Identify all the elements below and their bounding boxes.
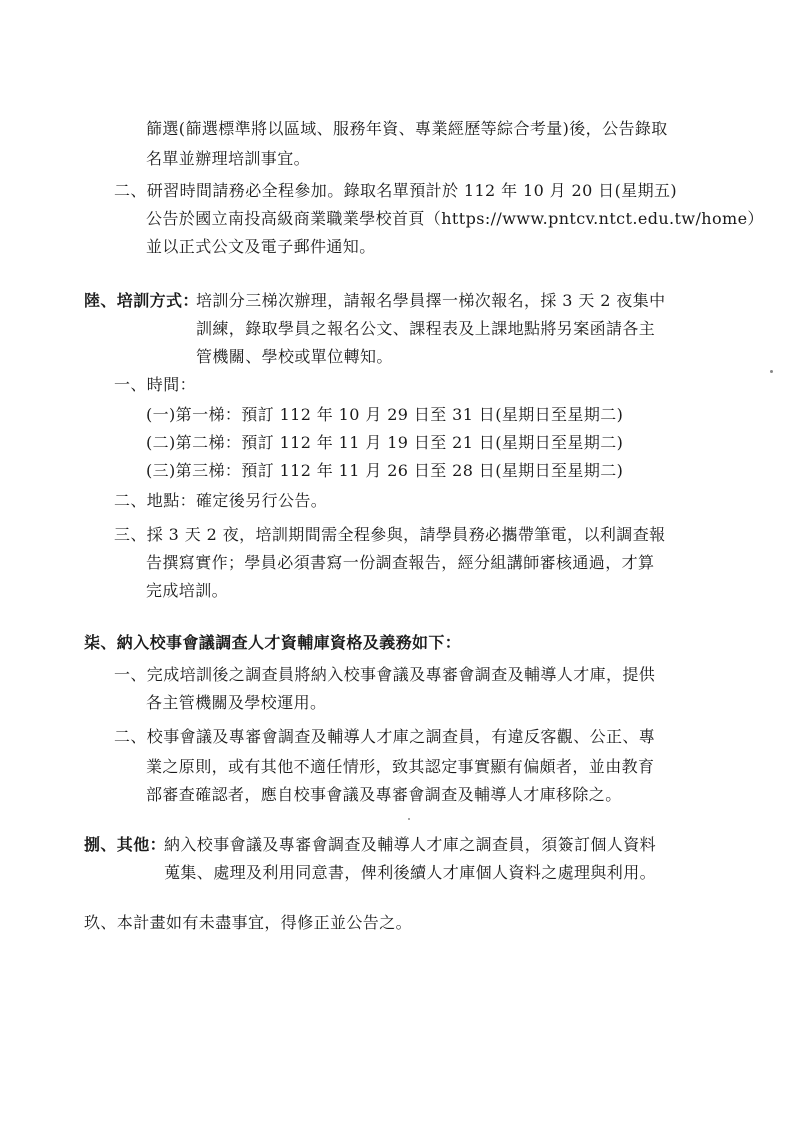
text-line: (三)第三梯：預訂 112 年 11 月 26 日至 28 日(星期日至星期二) (146, 461, 624, 480)
scan-speck (408, 818, 410, 820)
section-heading-6: 陸、培訓方式： (84, 291, 199, 310)
text-line: 二、地點：確定後另行公告。 (114, 491, 328, 510)
text-line: 一、完成培訓後之調查員將納入校事會議及專審會調查及輔導人才庫，提供 (114, 665, 656, 684)
text-line: (二)第二梯：預訂 112 年 11 月 19 日至 21 日(星期日至星期二) (146, 433, 624, 452)
text-line: 部審查確認者，應自校事會議及專審會調查及輔導人才庫移除之。 (146, 785, 622, 804)
text-line: 蒐集、處理及利用同意書，俾利後續人才庫個人資料之處理與利用。 (164, 863, 657, 882)
text-line: 篩選(篩選標準將以區域、服務年資、專業經歷等綜合考量)後，公告錄取 (146, 119, 668, 138)
text-line: (一)第一梯：預訂 112 年 10 月 29 日至 31 日(星期日至星期二) (146, 405, 624, 424)
text-line: 並以正式公文及電子郵件通知。 (146, 237, 376, 256)
text-line: 公告於國立南投高級商業職業學校首頁（https://www.pntcv.ntct.edu.tw/home） (146, 209, 764, 228)
text-line: 二、研習時間請務必全程參加。錄取名單預計於 112 年 10 月 20 日(星期五) (114, 181, 678, 200)
text-line: 一、時間： (114, 375, 197, 394)
text-line: 二、校事會議及專審會調查及輔導人才庫之調查員，有違反客觀、公正、專 (114, 727, 656, 746)
section-heading-9: 玖、本計畫如有未盡事宜，得修正並公告之。 (84, 913, 413, 932)
section-heading-8: 捌、其他： (84, 835, 167, 854)
text-line: 業之原則，或有其他不適任情形，致其認定事實顯有偏頗者，並由教育 (146, 757, 655, 776)
text-line: 納入校事會議及專審會調查及輔導人才庫之調查員，須簽訂個人資料 (164, 835, 657, 854)
text-line: 完成培訓。 (146, 581, 229, 600)
scan-speck (770, 370, 773, 373)
text-line: 各主管機關及學校運用。 (146, 693, 327, 712)
text-line: 培訓分三梯次辦理，請報名學員擇一梯次報名，採 3 天 2 夜集中 (196, 291, 666, 310)
text-line: 訓練，錄取學員之報名公文、課程表及上課地點將另案函請各主 (196, 319, 656, 338)
text-line: 告撰寫實作；學員必須書寫一份調查報告，經分組講師審核通過，才算 (146, 553, 655, 572)
text-line: 管機關、學校或單位轉知。 (196, 347, 393, 366)
text-line: 名單並辦理培訓事宜。 (146, 149, 311, 168)
text-line: 三、採 3 天 2 夜，培訓期間需全程參與，請學員務必攜帶筆電，以利調查報 (114, 525, 666, 544)
section-heading-7: 柒、納入校事會議調查人才資輔庫資格及義務如下： (84, 633, 462, 652)
